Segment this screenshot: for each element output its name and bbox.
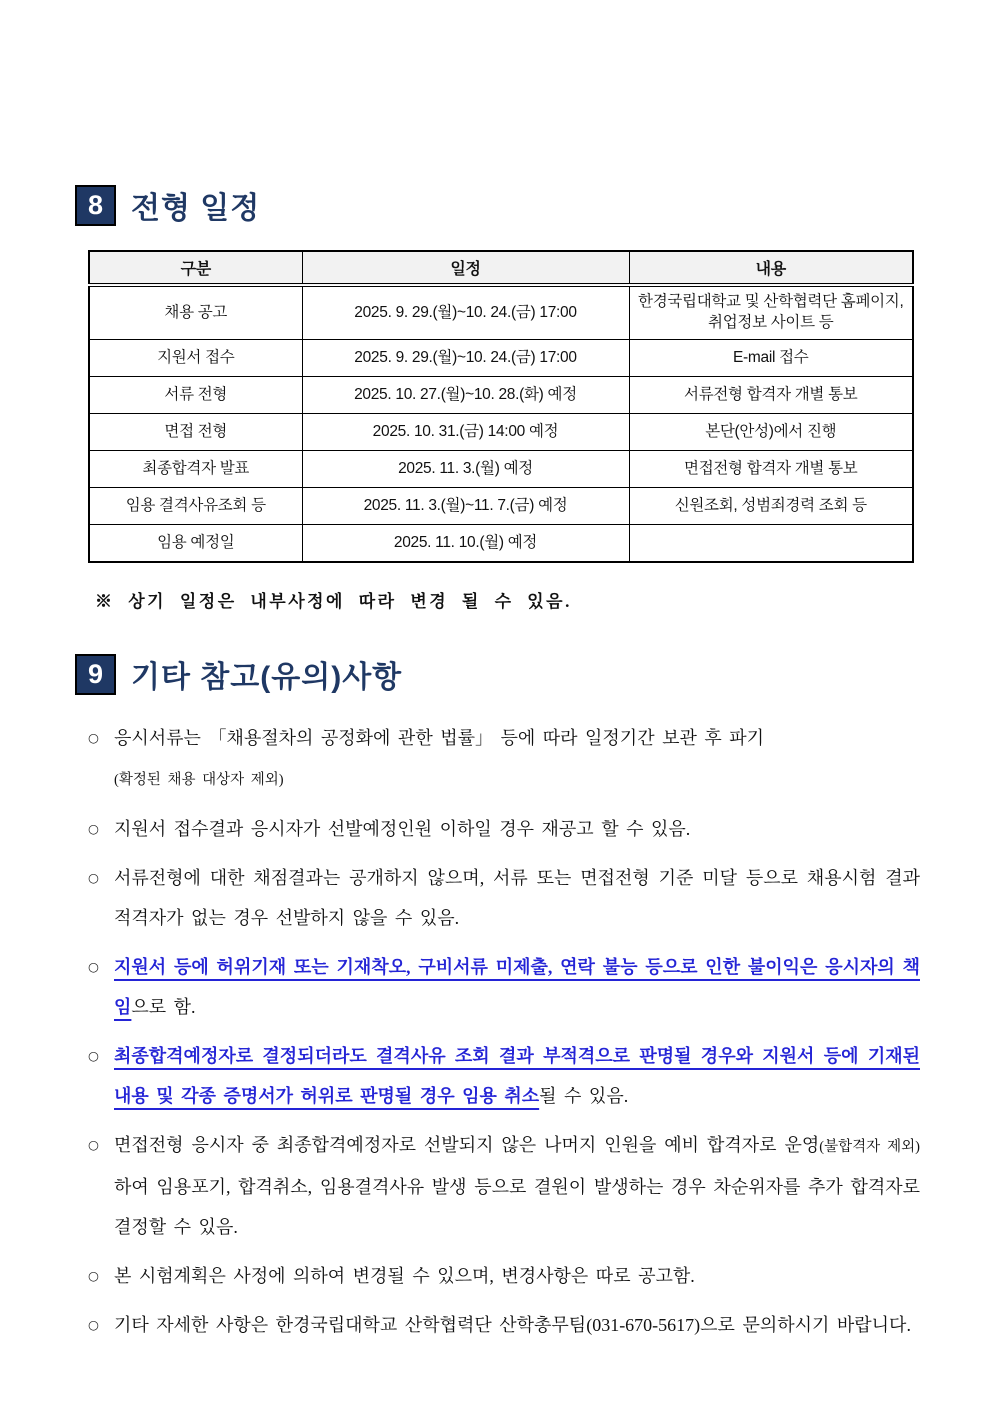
notes-list bbox=[88, 718, 920, 1345]
note-segment-normal: 기타 자세한 사항은 한경국립대학교 산학협력단 산학총무팀(031-670-5617)으로 문의하시기 바랍니다. bbox=[114, 1315, 911, 1335]
schedule-row bbox=[89, 285, 913, 340]
section-schedule bbox=[75, 183, 920, 612]
schedule-content-cell: 서류전형 합격자 개별 통보 bbox=[629, 377, 913, 414]
section-8-title: 전형 일정 bbox=[131, 192, 261, 225]
section-other-notes bbox=[75, 652, 920, 1345]
schedule-row bbox=[89, 451, 913, 488]
schedule-row bbox=[89, 525, 913, 563]
section-8-header bbox=[75, 183, 920, 227]
schedule-table bbox=[88, 250, 914, 563]
schedule-row bbox=[89, 414, 913, 451]
note-segment-normal: 본 시험계획은 사정에 의하여 변경될 수 있으며, 변경사항은 따로 공고함. bbox=[114, 1266, 695, 1286]
note-segment-normal: 될 수 있음. bbox=[539, 1086, 629, 1106]
note-item bbox=[88, 1125, 920, 1247]
note-text bbox=[114, 1125, 920, 1247]
note-text bbox=[114, 1305, 920, 1345]
schedule-category-cell: 면접 전형 bbox=[89, 414, 302, 451]
note-item bbox=[88, 809, 920, 849]
schedule-table-body bbox=[89, 285, 913, 562]
schedule-date-cell: 2025. 10. 27.(월)~10. 28.(화) 예정 bbox=[302, 377, 629, 414]
schedule-table-header-row bbox=[89, 251, 913, 285]
schedule-column-header: 일정 bbox=[302, 251, 629, 285]
note-item bbox=[88, 947, 920, 1027]
section-9-number-badge: 9 bbox=[75, 654, 116, 695]
schedule-date-cell: 2025. 11. 10.(월) 예정 bbox=[302, 525, 629, 563]
bullet-marker: ○ bbox=[88, 1268, 99, 1283]
schedule-category-cell: 임용 예정일 bbox=[89, 525, 302, 563]
schedule-row bbox=[89, 488, 913, 525]
note-segment-normal: 면접전형 응시자 중 최종합격예정자로 선발되지 않은 나머지 인원을 예비 합격자로 운영 bbox=[114, 1135, 820, 1155]
note-segment-normal: 하여 임용포기, 합격취소, 임용결격사유 발생 등으로 결원이 발생하는 경우 차순위자를 추가 합격자로 결정할 수 있음. bbox=[114, 1177, 920, 1237]
schedule-date-cell: 2025. 9. 29.(월)~10. 24.(금) 17:00 bbox=[302, 340, 629, 377]
note-segment-blue: 지원서 등에 허위기재 또는 기재착오, 구비서류 미제출, 연락 불능 등으로 인한 불이익은 응시자의 책임 bbox=[114, 957, 920, 1017]
note-item bbox=[88, 718, 920, 800]
schedule-column-header: 구분 bbox=[89, 251, 302, 285]
schedule-column-header: 내용 bbox=[629, 251, 913, 285]
bullet-marker: ○ bbox=[88, 870, 99, 885]
schedule-date-cell: 2025. 11. 3.(월) 예정 bbox=[302, 451, 629, 488]
note-segment-small: (확정된 채용 대상자 제외) bbox=[114, 772, 284, 788]
bullet-marker: ○ bbox=[88, 1317, 99, 1332]
bullet-marker: ○ bbox=[88, 959, 99, 974]
schedule-date-cell: 2025. 9. 29.(월)~10. 24.(금) 17:00 bbox=[302, 285, 629, 340]
note-segment-normal: 응시서류는 「채용절차의 공정화에 관한 법률」 등에 따라 일정기간 보관 후 파기 bbox=[114, 728, 765, 748]
note-segment-blue: 최종합격예정자로 결정되더라도 결격사유 조회 결과 부적격으로 판명될 경우와 지원서 등에 기재된 내용 및 각종 증명서가 허위로 판명될 경우 임용 취소 bbox=[114, 1046, 920, 1106]
note-segment-normal: 으로 함. bbox=[131, 997, 196, 1017]
schedule-content-cell: 면접전형 합격자 개별 통보 bbox=[629, 451, 913, 488]
note-segment-small: (불합격자 제외) bbox=[819, 1139, 921, 1155]
schedule-change-note: ※ 상기 일정은 내부사정에 따라 변경 될 수 있음. bbox=[95, 592, 572, 611]
schedule-row bbox=[89, 340, 913, 377]
schedule-content-cell: 한경국립대학교 및 산학협력단 홈페이지, 취업정보 사이트 등 bbox=[629, 285, 913, 340]
bullet-marker: ○ bbox=[88, 1137, 99, 1152]
section-8-number-badge: 8 bbox=[75, 185, 116, 226]
schedule-content-cell: 본단(안성)에서 진행 bbox=[629, 414, 913, 451]
schedule-category-cell: 채용 공고 bbox=[89, 285, 302, 340]
bullet-marker: ○ bbox=[88, 821, 99, 836]
schedule-category-cell: 임용 결격사유조회 등 bbox=[89, 488, 302, 525]
schedule-date-cell: 2025. 10. 31.(금) 14:00 예정 bbox=[302, 414, 629, 451]
note-segment-normal: 서류전형에 대한 채점결과는 공개하지 않으며, 서류 또는 면접전형 기준 미달 등으로 채용시험 결과 적격자가 없는 경우 선발하지 않을 수 있음. bbox=[114, 868, 920, 928]
bullet-marker: ○ bbox=[88, 1048, 99, 1063]
schedule-category-cell: 지원서 접수 bbox=[89, 340, 302, 377]
schedule-content-cell: 신원조회, 성범죄경력 조회 등 bbox=[629, 488, 913, 525]
bullet-marker: ○ bbox=[88, 730, 99, 745]
schedule-row bbox=[89, 377, 913, 414]
section-9-header bbox=[75, 652, 920, 696]
note-text bbox=[114, 947, 920, 1027]
note-text bbox=[114, 1036, 920, 1116]
note-text bbox=[114, 809, 920, 849]
note-text bbox=[114, 1256, 920, 1296]
note-text bbox=[114, 858, 920, 938]
schedule-category-cell: 최종합격자 발표 bbox=[89, 451, 302, 488]
note-item bbox=[88, 1305, 920, 1345]
section-9-title: 기타 참고(유의)사항 bbox=[131, 661, 403, 694]
note-segment-normal: 지원서 접수결과 응시자가 선발예정인원 이하일 경우 재공고 할 수 있음. bbox=[114, 819, 691, 839]
schedule-date-cell: 2025. 11. 3.(월)~11. 7.(금) 예정 bbox=[302, 488, 629, 525]
note-text bbox=[114, 718, 920, 800]
schedule-content-cell bbox=[629, 525, 913, 563]
schedule-content-cell: E-mail 접수 bbox=[629, 340, 913, 377]
schedule-category-cell: 서류 전형 bbox=[89, 377, 302, 414]
note-item bbox=[88, 858, 920, 938]
note-item bbox=[88, 1036, 920, 1116]
note-item bbox=[88, 1256, 920, 1296]
